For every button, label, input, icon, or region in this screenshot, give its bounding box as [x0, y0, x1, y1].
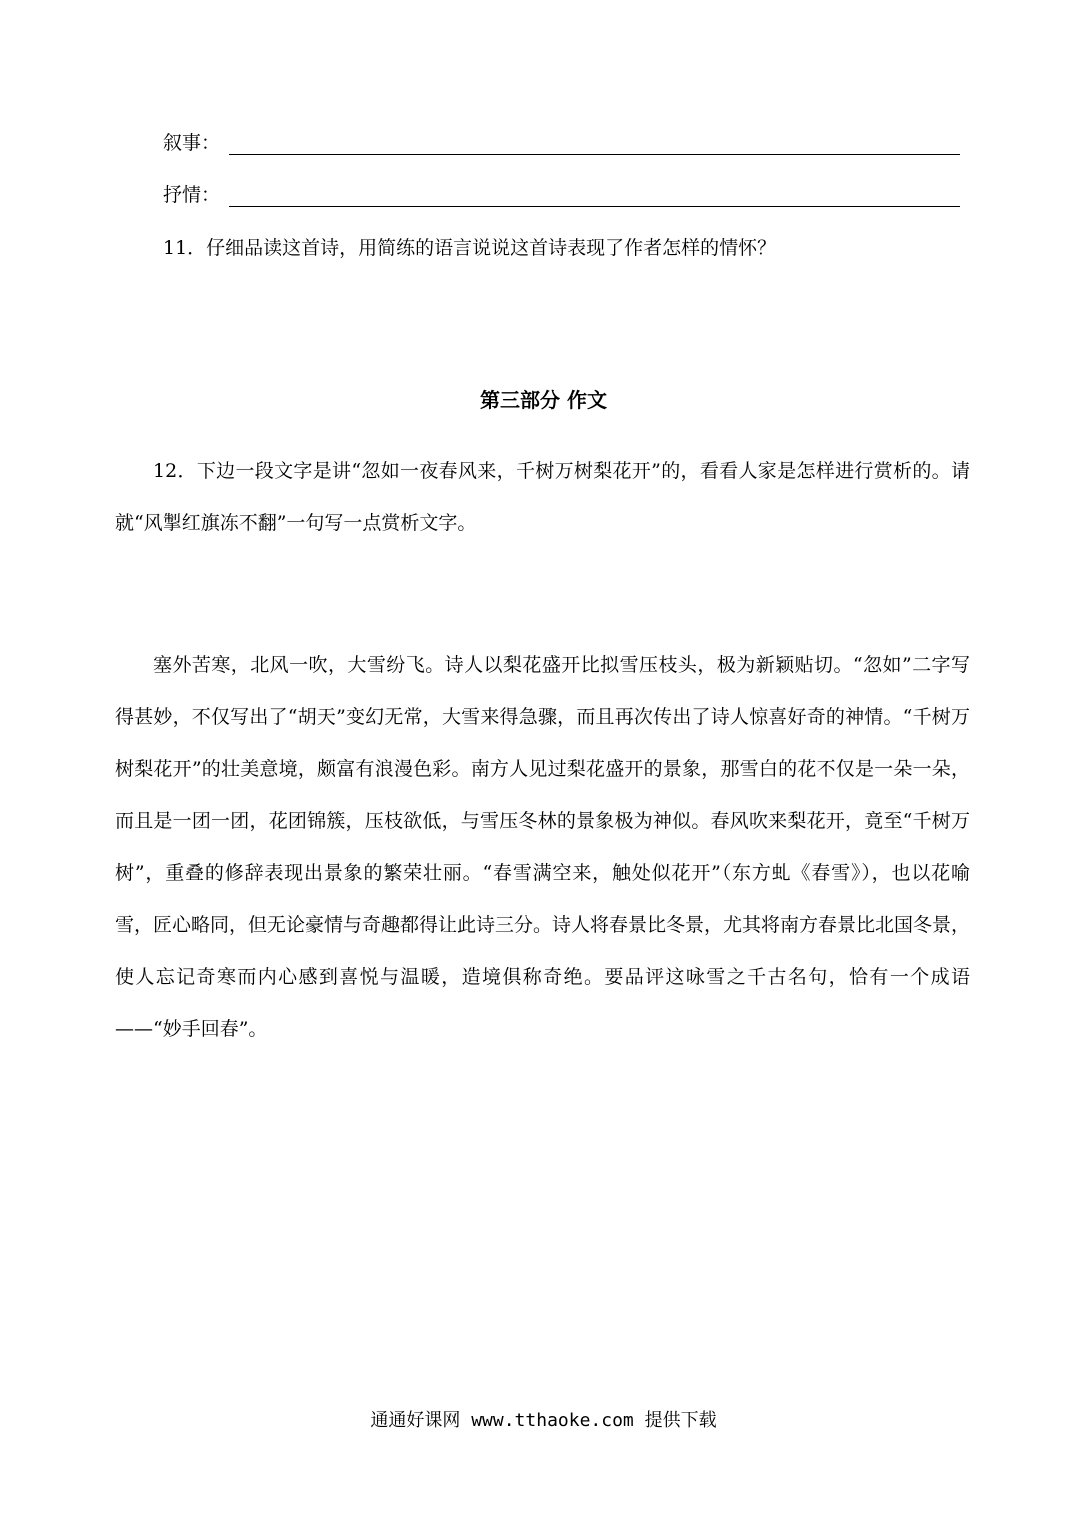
question-12: 12．下边一段文字是讲“忽如一夜春风来，千树万树梨花开”的，看看人家是怎样进行赏析的。请就“风掣红旗冻不翻”一句写一点赏析文字。 [115, 460, 970, 534]
narration-answer-line [163, 128, 960, 158]
lyric-blank[interactable] [229, 206, 960, 207]
analysis-paragraph: 塞外苦寒，北风一吹，大雪纷飞。诗人以梨花盛开比拟雪压枝头，极为新颖贴切。“忽如”二字写得甚妙，不仅写出了“胡天”变幻无常，大雪来得急骤，而且再次传出了诗人惊喜好奇的神情。“千树万树梨花开”的壮美意境，颇富有浪漫色彩。南方人见过梨花盛开的景象，那雪白的花不仅是一朵一朵，而且是一团一团，花团锦簇，压枝欲低，与雪压冬林的景象极为神似。春风吹来梨花开，竟至“千树万树”，重叠的修辞表现出景象的繁荣壮丽。“春雪满空来，触处似花开”（东方虬《春雪》），也以花喻雪，匠心略同，但无论豪情与奇趣都得让此诗三分。诗人将春景比冬景，尤其将南方春景比北国冬景，使人忘记奇寒而内心感到喜悦与温暖，造境俱称奇绝。要品评这咏雪之千古名句，恰有一个成语——“妙手回春”。 [115, 654, 971, 1040]
lyric-label: 抒情： [163, 184, 221, 206]
lyric-answer-line [163, 180, 960, 210]
section-title: 第三部分 作文 [480, 388, 607, 412]
narration-blank[interactable] [229, 154, 960, 155]
narration-label: 叙事： [163, 132, 221, 154]
page-footer: 通通好课网 www.tthaoke.com 提供下载 [370, 1410, 717, 1431]
question-11: 11．仔细品读这首诗，用简练的语言说说这首诗表现了作者怎样的情怀？ [163, 237, 777, 259]
